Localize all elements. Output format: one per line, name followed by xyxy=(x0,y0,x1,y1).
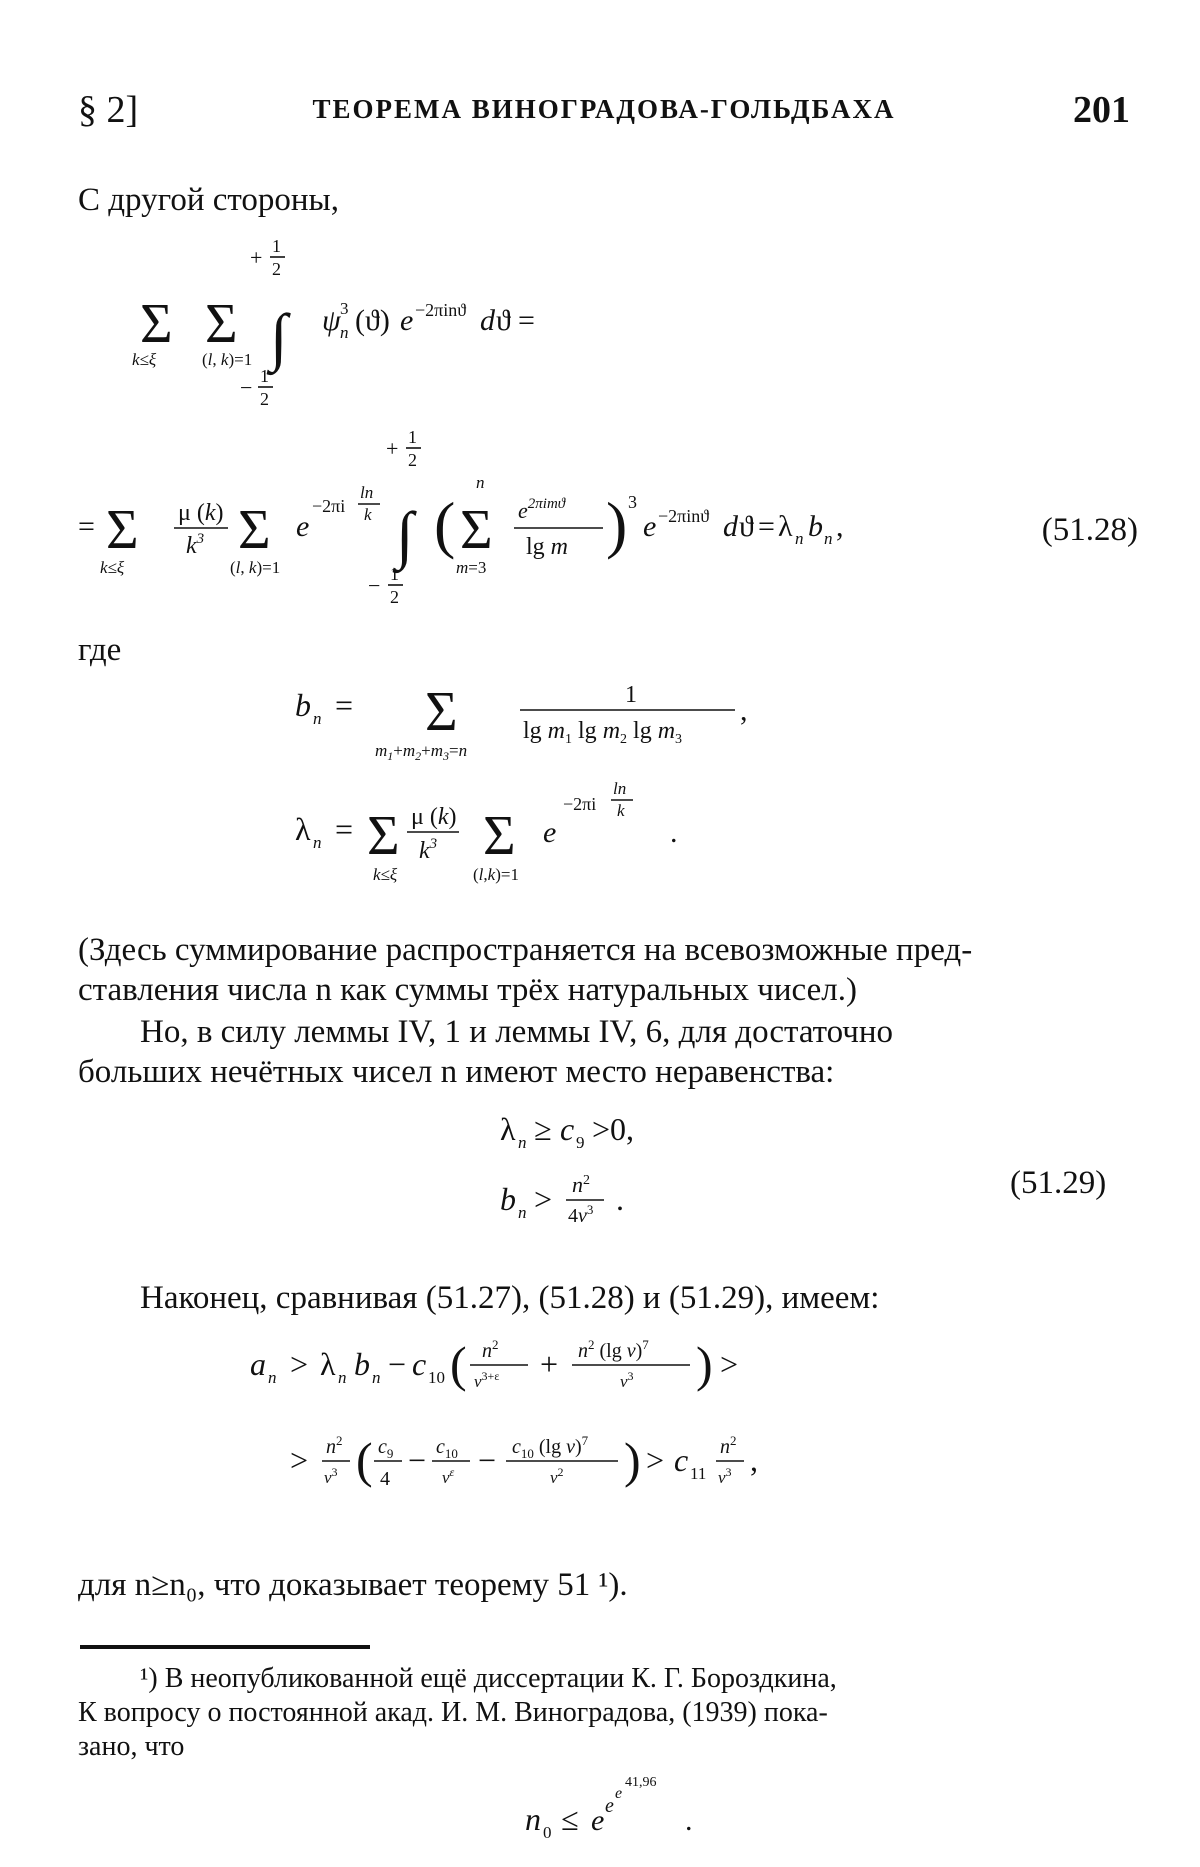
svg-text:41,96: 41,96 xyxy=(625,1775,657,1790)
svg-text:λ: λ xyxy=(295,811,311,847)
equation-2 xyxy=(78,428,1138,623)
svg-text:ν3+ε: $\nu^{3+\varepsilon}$ xyxy=(474,1369,500,1391)
svg-text:): ) xyxy=(696,1336,713,1392)
svg-text:e2πimϑ: $e^{2\pi imϑ}$ xyxy=(518,496,566,523)
svg-text:(l, k)=1: (l, k)=1 xyxy=(230,558,281,577)
svg-text:): ) xyxy=(624,1432,641,1488)
svg-text:−: − xyxy=(408,1442,427,1478)
svg-text:n: n xyxy=(313,833,322,852)
svg-text:>: > xyxy=(534,1181,553,1217)
svg-text:e: e xyxy=(296,510,310,543)
svg-text:d: d xyxy=(480,304,495,337)
svg-text:n: n xyxy=(476,473,485,492)
svg-text:lg m: lg m xyxy=(526,534,569,560)
svg-text:≤: ≤ xyxy=(561,1801,579,1837)
final-inequality-svg xyxy=(250,1325,970,1515)
page-number: 201 xyxy=(1073,89,1130,131)
parenthetical-note-line1: (Здесь суммирование распространяется на всевозможные пред- xyxy=(78,932,973,968)
svg-text:=: = xyxy=(758,510,775,543)
svg-text:m=3: m=3 xyxy=(456,558,487,577)
svg-text:e: e xyxy=(615,1785,623,1802)
svg-text:(: ( xyxy=(434,489,456,560)
svg-text:λ: λ xyxy=(778,510,793,543)
svg-text:n: n xyxy=(824,529,833,548)
lemma-paragraph-line2: больших нечётных чисел n имеют место неравенства: xyxy=(78,1054,835,1090)
footnote-line3: зано, что xyxy=(78,1731,185,1762)
svg-text:lg m1 lg m2 lg m3: $\lg m_1$ $\lg m_2$ $\lg m_3$ xyxy=(523,718,683,747)
svg-text:=: = xyxy=(78,510,95,543)
svg-text:ln: ln xyxy=(613,779,627,798)
svg-text:k: k xyxy=(364,505,372,524)
svg-text:b: b xyxy=(354,1346,370,1382)
conclusion-text: для n≥n₀, что доказывает теорему 51 ¹). xyxy=(78,1567,628,1603)
svg-text:,: , xyxy=(836,510,844,543)
svg-text:>: > xyxy=(290,1442,309,1478)
equation-lambda-n xyxy=(295,770,815,900)
svg-text:e: e xyxy=(643,510,657,543)
svg-text:c: c xyxy=(560,1111,575,1147)
equation-b-n xyxy=(295,660,895,770)
svg-text:n: n xyxy=(525,1801,541,1837)
svg-text:(: ( xyxy=(356,1432,373,1488)
svg-text:Σ: Σ xyxy=(238,499,271,561)
svg-text:(ϑ): (ϑ) xyxy=(355,304,390,337)
svg-text:d: d xyxy=(723,510,738,543)
svg-text:−: − xyxy=(478,1442,497,1478)
footnote-formula xyxy=(525,1760,785,1850)
svg-text:e: e xyxy=(605,1795,614,1817)
intro-text: С другой стороны, xyxy=(78,182,339,218)
svg-text:n: n xyxy=(795,529,804,548)
svg-text:1: 1 xyxy=(408,427,417,447)
svg-text:2: 2 xyxy=(408,450,417,470)
svg-text:4ν3: $4\nu^3$ xyxy=(568,1202,594,1227)
svg-text:ln: ln xyxy=(360,483,374,502)
svg-text:3: 3 xyxy=(340,299,349,318)
svg-text:c10 (lg ν)7: $c_{10}$ (lg ν)$^7$ xyxy=(512,1433,589,1461)
svg-text:k3: $k^3$ xyxy=(186,531,205,559)
svg-text:−2πi: −2πi xyxy=(312,496,346,516)
svg-text:n: n xyxy=(372,1368,381,1387)
footnote-rule xyxy=(80,1645,370,1649)
footnote-line1: ¹) В неопубликованной ещё диссертации К. Г. Бороздкина, xyxy=(140,1663,837,1694)
footnote-formula-svg xyxy=(525,1760,785,1850)
svg-text:≥: ≥ xyxy=(534,1111,552,1147)
svg-text:n2: $n^2$ xyxy=(482,1337,499,1362)
svg-text:Σ: Σ xyxy=(106,499,139,561)
svg-text:−2πinϑ: −2πinϑ xyxy=(415,300,467,320)
lemma-paragraph-line1: Но, в силу леммы IV, 1 и леммы IV, 6, для достаточно xyxy=(140,1014,894,1050)
svg-text:2: 2 xyxy=(272,259,281,279)
svg-text:.: . xyxy=(616,1181,624,1217)
svg-text:n: n xyxy=(313,709,322,728)
svg-text:m1+m2+m3=n: $m_1+m_2+m_3=n$ xyxy=(375,741,468,763)
svg-text:e: e xyxy=(400,304,414,337)
equation-b-n-svg xyxy=(295,660,895,770)
svg-text:ϑ: ϑ xyxy=(739,510,754,543)
svg-text:=: = xyxy=(518,304,535,337)
svg-text:k3: $k^3$ xyxy=(419,836,438,864)
svg-text:Σ: Σ xyxy=(205,293,238,355)
svg-text:10: 10 xyxy=(428,1368,445,1387)
svg-text:+: + xyxy=(540,1346,559,1382)
svg-text:n2: $n^2$ xyxy=(572,1172,590,1197)
svg-text:k≤ξ: k≤ξ xyxy=(132,350,157,369)
svg-text:k≤ξ: k≤ξ xyxy=(373,865,398,884)
equation-lambda-n-svg xyxy=(295,770,815,900)
svg-text:(: ( xyxy=(450,1336,467,1392)
svg-text:c: c xyxy=(412,1346,427,1382)
svg-text:n2: $n^2$ xyxy=(326,1433,343,1458)
where-word: где xyxy=(78,632,122,668)
svg-text:Σ: Σ xyxy=(483,805,516,867)
svg-text:ν2: $\nu^2$ xyxy=(550,1465,564,1487)
svg-text:c10: $c_{10}$ xyxy=(436,1436,458,1461)
svg-text:k: k xyxy=(617,801,625,820)
svg-text:Σ: Σ xyxy=(140,293,173,355)
svg-text:μ (k): μ (k) xyxy=(178,500,224,526)
equation-label-51-28: (51.28) xyxy=(1041,512,1138,548)
inequalities-51-29 xyxy=(500,1100,760,1250)
svg-text:ν3: $\nu^3$ xyxy=(620,1369,634,1391)
svg-text:2: 2 xyxy=(260,389,269,409)
section-mark: § 2] xyxy=(78,89,139,131)
svg-text:b: b xyxy=(295,687,311,723)
final-inequality xyxy=(250,1325,970,1515)
svg-text:λ: λ xyxy=(320,1346,336,1382)
svg-text:−: − xyxy=(368,573,381,598)
inequalities-svg xyxy=(500,1100,760,1250)
svg-text:4: 4 xyxy=(380,1468,390,1490)
svg-text:Σ: Σ xyxy=(425,681,458,743)
equation-2-svg xyxy=(78,428,1138,623)
svg-text:9: 9 xyxy=(576,1133,585,1152)
svg-text:,: , xyxy=(750,1442,758,1478)
svg-text:1: 1 xyxy=(272,236,281,256)
svg-text:n: n xyxy=(268,1368,277,1387)
svg-text:∫: ∫ xyxy=(396,499,414,570)
svg-text:ν3: $\nu^3$ xyxy=(324,1465,338,1487)
equation-1 xyxy=(120,230,720,420)
svg-text:.: . xyxy=(670,816,678,849)
svg-text:n: n xyxy=(338,1368,347,1387)
running-title: ТЕОРЕМА ВИНОГРАДОВА-ГОЛЬДБАХА xyxy=(312,94,896,124)
svg-text:=: = xyxy=(335,811,354,847)
svg-text:n2 (lg ν)7: $n^2$ (lg ν)$^7$ xyxy=(578,1337,649,1362)
svg-text:ψ: ψ xyxy=(322,304,341,337)
svg-text:a: a xyxy=(250,1346,266,1382)
svg-text:−2πi: −2πi xyxy=(563,794,597,814)
svg-text:1: 1 xyxy=(625,682,637,708)
svg-text:>0,: >0, xyxy=(592,1111,635,1147)
svg-text:n: n xyxy=(518,1133,527,1152)
svg-text:b: b xyxy=(808,510,823,543)
running-header xyxy=(78,88,1130,138)
svg-text:1: 1 xyxy=(390,564,399,584)
equation-1-svg xyxy=(120,230,720,420)
svg-text:2: 2 xyxy=(390,587,399,607)
svg-text:>: > xyxy=(646,1442,665,1478)
svg-text:νε: $\nu^\varepsilon$ xyxy=(442,1465,455,1487)
svg-text:μ (k): μ (k) xyxy=(411,804,457,830)
svg-text:0: 0 xyxy=(543,1823,552,1842)
svg-text:1: 1 xyxy=(260,366,269,386)
svg-text:n: n xyxy=(340,323,349,342)
svg-text:λ: λ xyxy=(500,1111,516,1147)
svg-text:3: 3 xyxy=(628,492,637,512)
svg-text:): ) xyxy=(606,489,628,560)
svg-text:Σ: Σ xyxy=(367,805,400,867)
svg-text:b: b xyxy=(500,1181,516,1217)
svg-text:+: + xyxy=(386,436,399,461)
svg-text:−2πinϑ: −2πinϑ xyxy=(658,506,710,526)
svg-text:>: > xyxy=(720,1346,739,1382)
footnote-line2: К вопросу о постоянной акад. И. М. Виноградова, (1939) пока- xyxy=(78,1697,828,1728)
svg-text:.: . xyxy=(685,1804,693,1837)
svg-text:n: n xyxy=(518,1203,527,1222)
finally-text: Наконец, сравнивая (51.27), (51.28) и (51.29), имеем: xyxy=(140,1280,880,1316)
svg-text:(l,k)=1: (l,k)=1 xyxy=(473,865,519,884)
svg-text:,: , xyxy=(740,694,748,727)
svg-text:e: e xyxy=(591,1804,605,1837)
svg-text:11: 11 xyxy=(690,1464,707,1483)
svg-text:k≤ξ: k≤ξ xyxy=(100,558,125,577)
parenthetical-note-line2: ставления числа n как суммы трёх натуральных чисел.) xyxy=(78,972,857,1008)
svg-text:(l, k)=1: (l, k)=1 xyxy=(202,350,253,369)
svg-text:Σ: Σ xyxy=(460,499,493,561)
svg-text:+: + xyxy=(250,245,263,270)
svg-text:∫: ∫ xyxy=(270,301,288,372)
svg-text:ν3: $\nu^3$ xyxy=(718,1465,732,1487)
svg-text:c9: $c_9$ xyxy=(378,1436,394,1461)
svg-text:−: − xyxy=(240,375,253,400)
svg-text:c: c xyxy=(674,1442,689,1478)
svg-text:e: e xyxy=(543,816,557,849)
equation-label-51-29: (51.29) xyxy=(1010,1165,1107,1201)
svg-text:n2: $n^2$ xyxy=(720,1433,737,1458)
svg-text:−: − xyxy=(388,1346,407,1382)
svg-text:ϑ: ϑ xyxy=(496,304,511,337)
svg-text:>: > xyxy=(290,1346,309,1382)
svg-text:=: = xyxy=(335,687,354,723)
